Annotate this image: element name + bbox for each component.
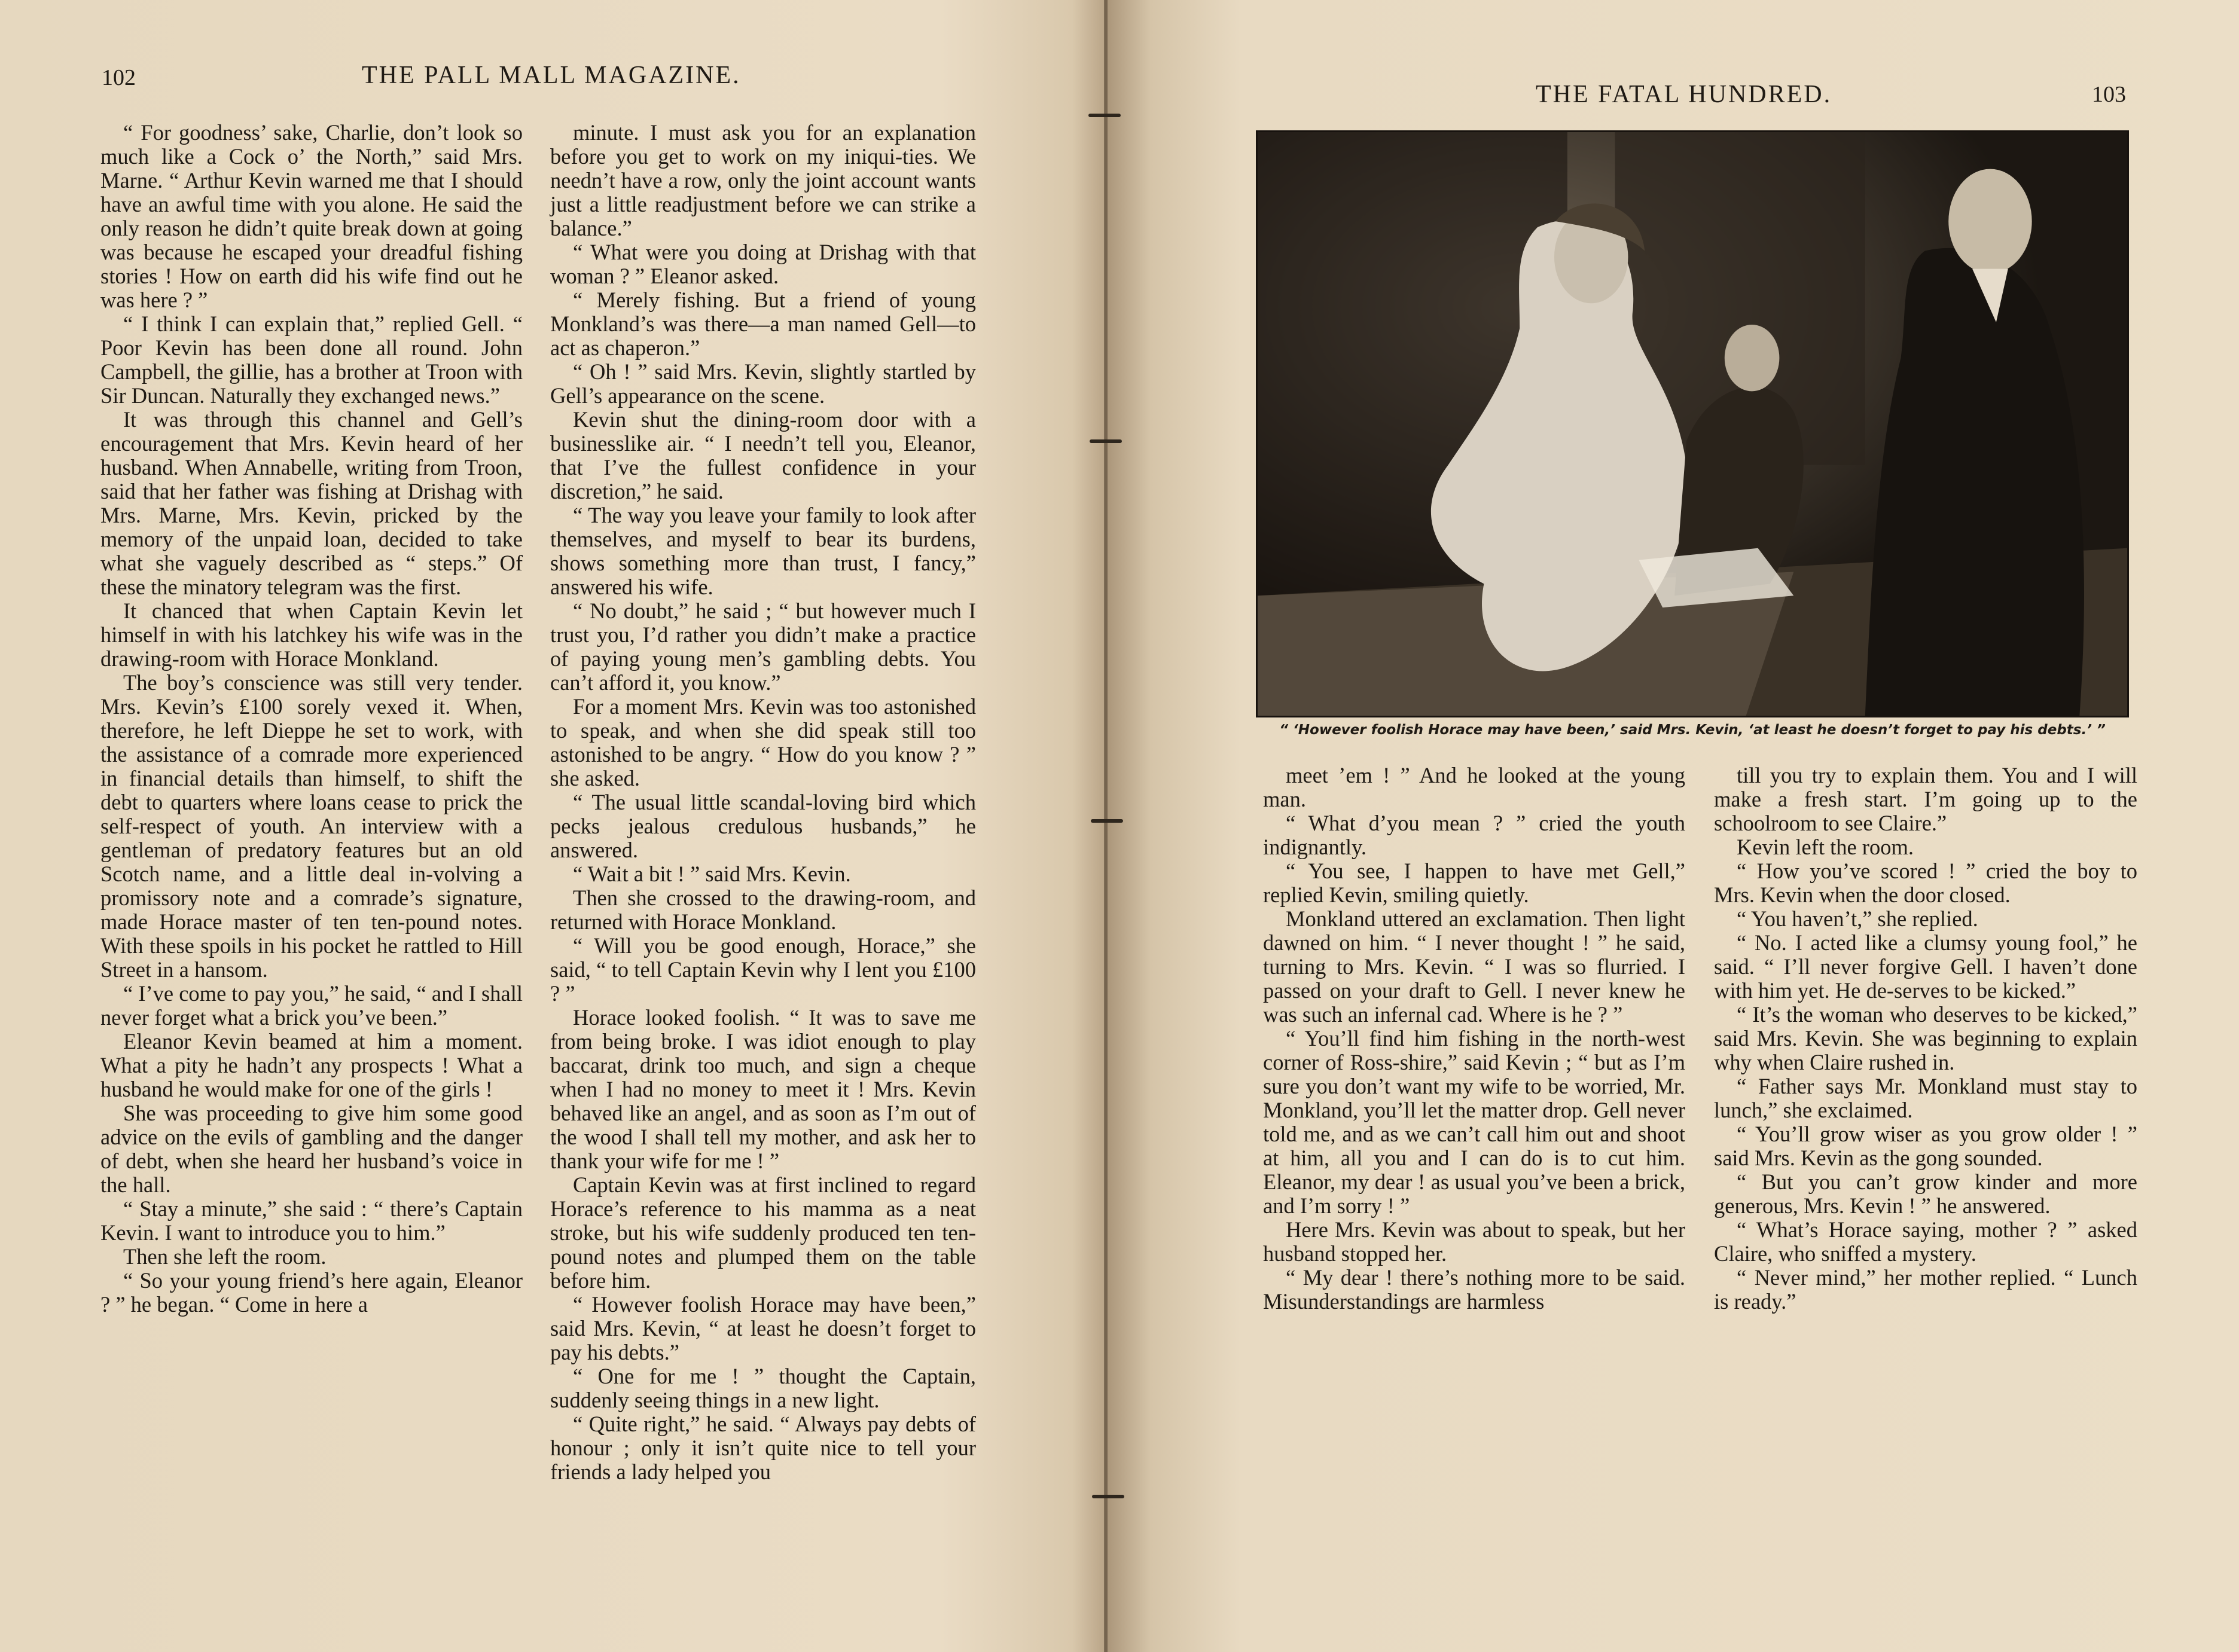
binding-stitch	[1092, 1495, 1124, 1498]
paragraph: “ No doubt,” he said ; “ but however much I trust you, I’d rather you didn’t make a practice of paying young men’s gambling debts. You can’t afford it, you know.”	[550, 598, 976, 695]
paragraph: “ What were you doing at Drishag with that woman ? ” Eleanor asked.	[550, 240, 976, 288]
paragraph: Here Mrs. Kevin was about to speak, but her husband stopped her.	[1263, 1217, 1685, 1266]
paragraph: “ Wait a bit ! ” said Mrs. Kevin.	[573, 862, 851, 886]
paragraph: “ Never mind,” her mother replied. “ Lunch is ready.”	[1714, 1265, 2137, 1314]
gutter-binding	[1104, 0, 1108, 1652]
paragraph: “ Merely fishing. But a friend of young Monkland’s was there—a man named Gell—to act as chaperon.”	[550, 288, 976, 360]
paragraph: “ One for me ! ” thought the Captain, suddenly seeing things in a new light.	[550, 1364, 976, 1412]
paragraph: Monkland uttered an exclamation. Then light dawned on him. “ I never thought ! ” he said, turning to Mrs. Kevin. “ I was so flurried. I passed on your draft to Gell. I never knew he was such an infernal cad. Where is he ? ”	[1263, 906, 1685, 1027]
paragraph: “ However foolish Horace may have been,” said Mrs. Kevin, “ at least he doesn’t forget to pay his debts.”	[550, 1292, 976, 1364]
paragraph: Kevin shut the dining-room door with a businesslike air. “ I needn’t tell you, Eleanor, that I’ve the fullest confidence in your discretion,” he said.	[550, 407, 976, 503]
right-folio: 103	[2092, 82, 2126, 107]
paragraph: “ The way you leave your family to look after themselves, and myself to bear its burdens, shows something more than trust, I fancy,” answered his wife.	[550, 503, 976, 599]
left-column-2	[550, 121, 976, 1484]
paragraph: “ The usual little scandal-loving bird which pecks jealous credulous husbands,” he answered.	[550, 790, 976, 862]
binding-stitch	[1091, 819, 1123, 823]
paragraph: “ You see, I happen to have met Gell,” replied Kevin, smiling quietly.	[1263, 859, 1685, 907]
paragraph: “ Oh ! ” said Mrs. Kevin, slightly startled by Gell’s appearance on the scene.	[550, 359, 976, 408]
left-folio: 102	[102, 65, 136, 90]
paragraph: “ You’ll grow wiser as you grow older ! ” said Mrs. Kevin as the gong sounded.	[1714, 1122, 2137, 1170]
paragraph: “ Quite right,” he said. “ Always pay debts of honour ; only it isn’t quite nice to tell your friends a lady helped you	[550, 1412, 976, 1484]
paragraph: “ No. I acted like a clumsy young fool,” he said. “ I’ll never forgive Gell. I haven’t done with him yet. He de-serves to be kicked.”	[1714, 930, 2137, 1003]
paragraph: “ What d’you mean ? ” cried the youth indignantly.	[1263, 811, 1685, 859]
paragraph: “ So your young friend’s here again, Eleanor ? ” he began. “ Come in here a	[100, 1268, 523, 1317]
paragraph: Eleanor Kevin beamed at him a moment. What a pity he hadn’t any prospects ! What a husband he would make for one of the girls !	[100, 1029, 523, 1101]
paragraph: For a moment Mrs. Kevin was too astonished to speak, and when she did speak still too astonished to be angry. “ How do you know ? ” she asked.	[550, 694, 976, 790]
left-page	[0, 0, 1105, 1652]
paragraph: “ What’s Horace saying, mother ? ” asked Claire, who sniffed a mystery.	[1714, 1217, 2137, 1266]
paragraph: till you try to explain them. You and I will make a fresh start. I’m going up to the schoolroom to see Claire.”	[1714, 763, 2137, 835]
paragraph: “ Will you be good enough, Horace,” she said, “ to tell Captain Kevin why I lent you £100 ? ”	[550, 933, 976, 1006]
paragraph: She was proceeding to give him some good advice on the evils of gambling and the danger of debt, when she heard her husband’s voice in the hall.	[100, 1101, 523, 1197]
paragraph: “ But you can’t grow kinder and more generous, Mrs. Kevin ! ” he answered.	[1714, 1169, 2137, 1218]
binding-stitch	[1090, 439, 1122, 443]
paragraph: Kevin left the room.	[1737, 835, 1914, 859]
paragraph: “ I think I can explain that,” replied Gell. “ Poor Kevin has been done all round. John Campbell, the gillie, has a brother at Troon with Sir Duncan. Naturally they exchanged news.”	[100, 312, 523, 408]
right-column-1	[1263, 764, 1685, 1314]
paragraph: Horace looked foolish. “ It was to save me from being broke. I was idiot enough to play baccarat, drink too much, and sign a cheque when I had no money to meet it ! Mrs. Kevin behaved like an angel, and as soon as I’m out of the wood I shall tell my mother, and ask her to thank your wife for me ! ”	[550, 1005, 976, 1173]
paragraph: “ How you’ve scored ! ” cried the boy to Mrs. Kevin when the door closed.	[1714, 859, 2137, 907]
paragraph: “ You haven’t,” she replied.	[1737, 906, 1978, 931]
paragraph: Then she left the room.	[123, 1244, 327, 1269]
paragraph: It was through this channel and Gell’s encouragement that Mrs. Kevin heard of her husband. When Annabelle, writing from Troon, said that her father was fishing at Drishag with Mrs. Marne, Mrs. Kevin, pricked by the memory of the unpaid loan, decided to take what she vaguely described as “ steps.” Of these the minatory telegram was the first.	[100, 407, 523, 599]
paragraph: “ My dear ! there’s nothing more to be said. Misunderstandings are harmless	[1263, 1265, 1685, 1314]
paragraph: “ You’ll find him fishing in the north-west corner of Ross-shire,” said Kevin ; “ but as I’m sure you don’t want my wife to be worried, Mr. Monkland, you’ll let the matter drop. Gell never told me, and as we can’t call him out and shoot at him, all you and I can do is to cut him. Eleanor, my dear ! as usual you’ve been a brick, and I’m sorry ! ”	[1263, 1026, 1685, 1218]
paragraph: “ For goodness’ sake, Charlie, don’t look so much like a Cock o’ the North,” said Mrs. Marne. “ Arthur Kevin warned me that I should have an awful time with you alone. He said the only reason he didn’t quite break down at going was because he escaped your dreadful fishing stories ! How on earth did his wife find out he was here ? ”	[100, 120, 523, 312]
paragraph: The boy’s conscience was still very tender. Mrs. Kevin’s £100 sorely vexed it. When, therefore, he left Dieppe he set to work, with the assistance of a comrade more experienced in financial details than himself, to shift the debt to quarters where loans cease to prick the self-respect of youth. An interview with a gentleman of predatory features but an old Scotch name, and a little deal in-volving a promissory note and a comrade’s signature, made Horace master of ten ten-pound notes. With these spoils in his pocket he rattled to Hill Street in a hansom.	[100, 670, 523, 982]
illustration-caption: “ ‘However foolish Horace may have been,’ said Mrs. Kevin, ‘at least he doesn’t forget to pay his debts.’ ”	[1279, 722, 2106, 738]
paragraph: Captain Kevin was at first inclined to regard Horace’s reference to his mamma as a neat stroke, but his wife suddenly produced ten ten-pound notes and plumped them on the table before him.	[550, 1172, 976, 1293]
left-column-1	[100, 121, 523, 1317]
left-running-head: THE PALL MALL MAGAZINE.	[362, 62, 741, 89]
binding-stitch	[1088, 114, 1121, 117]
engraved-illustration	[1256, 130, 2129, 717]
paragraph: Then she crossed to the drawing-room, and returned with Horace Monkland.	[550, 885, 976, 934]
paragraph: “ Stay a minute,” she said : “ there’s Captain Kevin. I want to introduce you to him.”	[100, 1196, 523, 1245]
paragraph: “ It’s the woman who deserves to be kicked,” said Mrs. Kevin. She was beginning to explain why when Claire rushed in.	[1714, 1002, 2137, 1074]
paragraph: minute. I must ask you for an explanation before you get to work on my iniqui-ties. We needn’t have a row, only the joint account wants just a little readjustment before we can strike a balance.”	[550, 120, 976, 240]
paragraph: It chanced that when Captain Kevin let himself in with his latchkey his wife was in the drawing-room with Horace Monkland.	[100, 598, 523, 671]
paragraph: “ I’ve come to pay you,” he said, “ and I shall never forget what a brick you’ve been.”	[100, 981, 523, 1030]
right-column-2	[1714, 764, 2137, 1314]
right-running-head: THE FATAL HUNDRED.	[1536, 81, 1832, 108]
paragraph: meet ’em ! ” And he looked at the young man.	[1263, 763, 1685, 811]
paragraph: “ Father says Mr. Monkland must stay to lunch,” she exclaimed.	[1714, 1074, 2137, 1122]
